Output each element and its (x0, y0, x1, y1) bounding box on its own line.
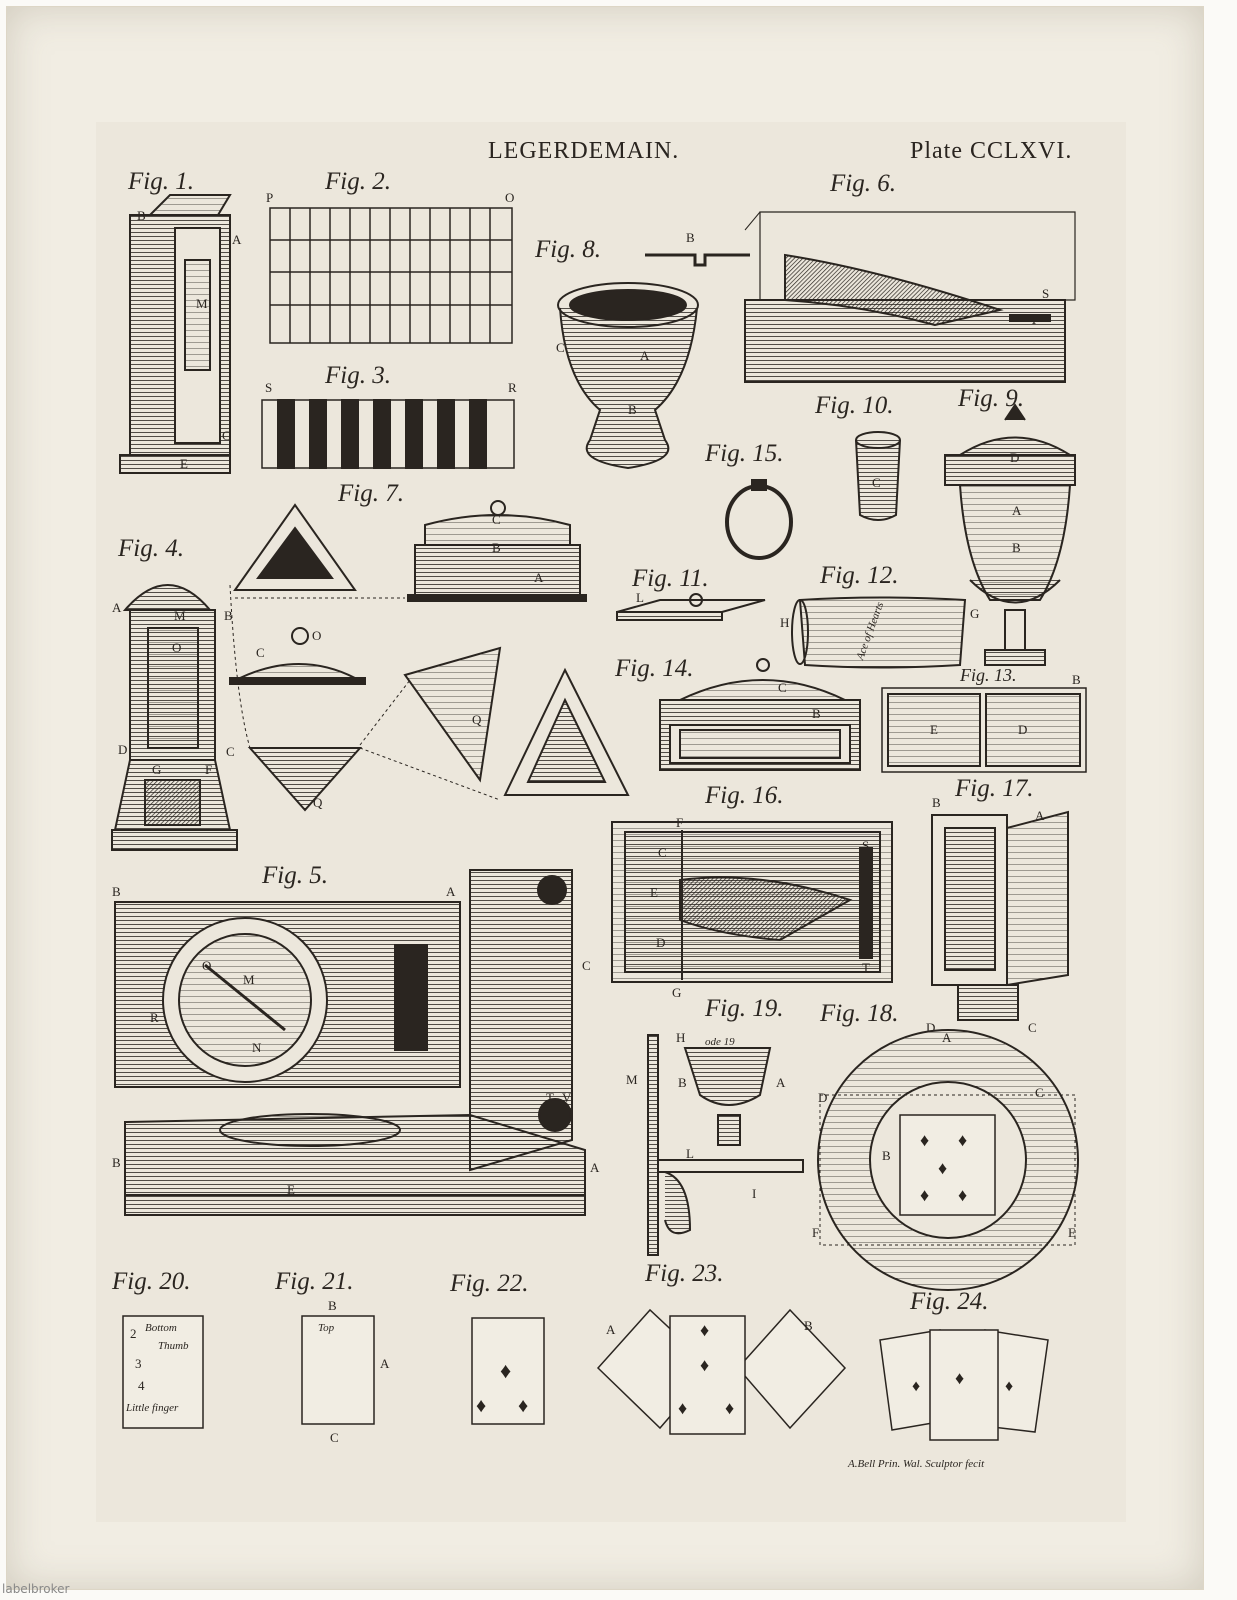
label: B (804, 1318, 813, 1333)
label: M (174, 608, 186, 623)
fig18-disc (818, 1030, 1078, 1290)
pip: ♦ (955, 1368, 965, 1388)
fig20-num4: 4 (138, 1378, 145, 1393)
label: B (224, 608, 233, 623)
label: E (650, 885, 658, 900)
label: B (492, 540, 501, 555)
label: O (202, 958, 212, 973)
label: B (112, 1155, 121, 1170)
label: A (1035, 808, 1045, 823)
label: B (686, 230, 695, 245)
label: T (862, 960, 870, 975)
fig-label-20: Fig. 20. (112, 1268, 191, 1295)
pip: ♦ (500, 1358, 512, 1383)
label: D (118, 742, 128, 757)
label: I (752, 1186, 757, 1201)
label: C (256, 645, 265, 660)
label: L (686, 1146, 694, 1161)
fig4-case (112, 585, 237, 850)
label: N (252, 1040, 262, 1055)
fig2-grid (270, 208, 512, 343)
label: B (812, 706, 821, 721)
pip: ♦ (912, 1378, 921, 1395)
label: C (222, 428, 231, 443)
label: E (1068, 1225, 1076, 1240)
cards-row (123, 1310, 1048, 1440)
fig20-num2: 2 (130, 1326, 137, 1341)
label: B (112, 884, 121, 899)
label: B (328, 1298, 337, 1313)
label: C (658, 845, 667, 860)
label: C (1035, 1085, 1044, 1100)
pip: ♦ (518, 1395, 529, 1417)
fig3-stripes (262, 400, 514, 468)
label: S (1042, 286, 1050, 301)
fig-label-19: Fig. 19. (705, 995, 784, 1022)
label: A (534, 570, 544, 585)
fig17-book (932, 812, 1068, 1020)
label: E (930, 722, 938, 737)
fig-label-12: Fig. 12. (820, 562, 899, 589)
pip: ♦ (678, 1398, 688, 1418)
label: A (112, 600, 122, 615)
fig6-glass-box (745, 212, 1075, 382)
label: T (546, 1090, 554, 1105)
label: H (676, 1030, 686, 1045)
fig-label-5: Fig. 5. (262, 862, 328, 889)
label: Q (472, 712, 482, 727)
label: B (1012, 540, 1021, 555)
label: R (150, 1010, 159, 1025)
fig-label-8: Fig. 8. (535, 236, 601, 263)
label: M (626, 1072, 638, 1087)
fig12-text: Ace of Hearts (854, 600, 887, 662)
label: D (926, 1020, 936, 1035)
fig16-panel (612, 822, 892, 982)
fig8-mortar (558, 255, 750, 468)
label: G (970, 606, 980, 621)
plate-title: LEGERDEMAIN. (488, 138, 680, 164)
label: C (872, 475, 881, 490)
label: O (312, 628, 322, 643)
fig9-vase (945, 405, 1075, 665)
fig-label-23: Fig. 23. (645, 1260, 724, 1287)
label: D (1018, 722, 1028, 737)
fig-label-15: Fig. 15. (705, 440, 784, 467)
label: R (508, 380, 517, 395)
pip: ♦ (1005, 1378, 1014, 1395)
label: C (226, 744, 235, 759)
fig-label-14: Fig. 14. (615, 655, 694, 682)
label: A (590, 1160, 600, 1175)
label: C (1028, 1020, 1037, 1035)
engraver-signature: A.Bell Prin. Wal. Sculptor fecit (848, 1458, 985, 1470)
fig7-triangles-box (230, 501, 628, 810)
fig13-panel (882, 688, 1086, 772)
fig-label-17: Fig. 17. (955, 775, 1034, 802)
fig-label-16: Fig. 16. (705, 782, 784, 809)
label: O (505, 190, 515, 205)
label: E (287, 1182, 295, 1197)
label: A (606, 1322, 616, 1337)
fig-label-3: Fig. 3. (325, 362, 391, 389)
pip: ♦ (920, 1185, 930, 1205)
fig1-cabinet (120, 195, 230, 473)
fig-label-2: Fig. 2. (325, 168, 391, 195)
label: B (628, 402, 637, 417)
fig5-clock-apparatus (115, 870, 585, 1215)
fig15-ring (727, 480, 791, 558)
fig-label-11: Fig. 11. (632, 565, 709, 592)
label: P (266, 190, 274, 205)
fig-label-7: Fig. 7. (338, 480, 404, 507)
fig-label-1: Fig. 1. (128, 168, 194, 195)
label: B (678, 1075, 687, 1090)
label: A (380, 1356, 390, 1371)
fig-label-10: Fig. 10. (815, 392, 894, 419)
label: C (492, 512, 501, 527)
label: E (180, 456, 188, 471)
fig20-thumb: Thumb (158, 1340, 189, 1352)
label: D (818, 1090, 828, 1105)
label: C (778, 680, 787, 695)
fig-label-24: Fig. 24. (910, 1288, 989, 1315)
fig-label-13: Fig. 13. (960, 665, 1017, 685)
label: D (1010, 450, 1020, 465)
label: V (562, 1090, 572, 1105)
fig-label-21: Fig. 21. (275, 1268, 354, 1295)
pip: ♦ (725, 1398, 735, 1418)
label: L (636, 590, 644, 605)
fig-label-9: Fig. 9. (958, 385, 1024, 412)
label: C (556, 340, 565, 355)
label: A (1012, 503, 1022, 518)
pip: ♦ (476, 1395, 487, 1417)
plate-number: Plate CCLXVI. (910, 138, 1073, 164)
label: S (265, 380, 273, 395)
label: F (676, 815, 684, 830)
pip: ♦ (700, 1320, 710, 1340)
fig20-bottom: Bottom (145, 1322, 177, 1334)
label: O (172, 640, 182, 655)
label: C (582, 958, 591, 973)
label: A (942, 1030, 952, 1045)
label: B (1072, 672, 1081, 687)
pip: ♦ (920, 1130, 930, 1150)
fig20-little-finger: Little finger (126, 1402, 179, 1414)
label: B (882, 1148, 891, 1163)
fig-label-22: Fig. 22. (450, 1270, 529, 1297)
label: F (205, 762, 213, 777)
label: S (862, 838, 870, 853)
fig21-top: Top (318, 1322, 335, 1334)
label: D (656, 935, 666, 950)
fig-label-18: Fig. 18. (820, 1000, 899, 1027)
fig-label-6: Fig. 6. (830, 170, 896, 197)
pip: ♦ (958, 1130, 968, 1150)
label: M (243, 972, 255, 987)
watermark: labelbroker (2, 1582, 70, 1596)
label: A (446, 884, 456, 899)
fig20-num3: 3 (135, 1356, 142, 1371)
label: G (152, 762, 162, 777)
label: A (776, 1075, 786, 1090)
fig19-text: ode 19 (705, 1036, 735, 1048)
label: A (640, 348, 650, 363)
label: C (330, 1430, 339, 1445)
label: M (196, 296, 208, 311)
label: T (1030, 312, 1038, 327)
fig-label-4: Fig. 4. (118, 535, 184, 562)
label: A (232, 232, 242, 247)
label: B (137, 208, 146, 223)
label: B (932, 795, 941, 810)
pip: ♦ (938, 1158, 948, 1178)
fig19-bracket (648, 1035, 803, 1255)
label: F (812, 1225, 820, 1240)
pip: ♦ (700, 1355, 710, 1375)
pip: ♦ (958, 1185, 968, 1205)
label: Q (313, 795, 323, 810)
label: H (780, 615, 790, 630)
label: G (672, 985, 682, 1000)
